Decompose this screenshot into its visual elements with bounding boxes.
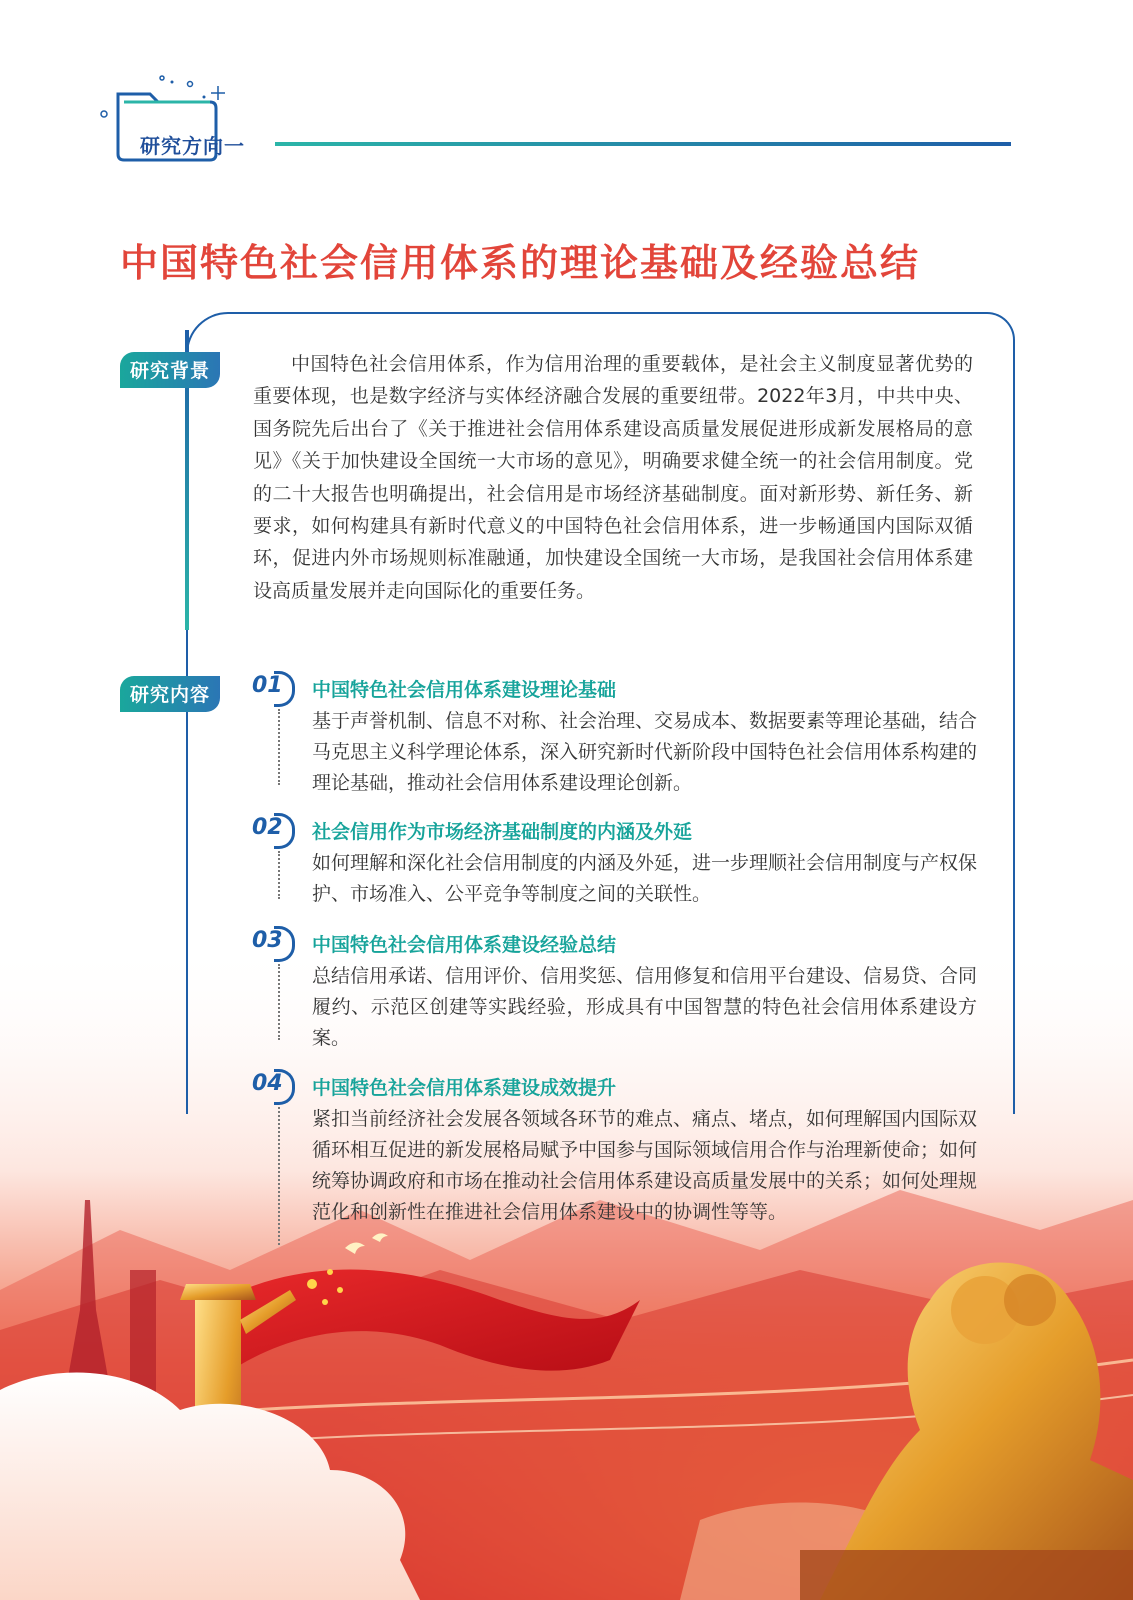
item-title: 中国特色社会信用体系建设理论基础 [312,679,617,701]
item-title: 中国特色社会信用体系建设经验总结 [312,934,617,956]
item-number: 04 [252,1071,283,1096]
dotted-divider [278,709,280,785]
item-text: 基于声誉机制、信息不对称、社会治理、交易成本、数据要素等理论基础，结合马克思主义科学理论体系，深入研究新时代新阶段中国特色社会信用体系构建的理论基础，推动社会信用体系建设理论创新。 [312,710,978,794]
dotted-divider [278,1107,280,1245]
item-number: 03 [252,928,283,953]
dotted-divider [278,964,280,1040]
item-text: 总结信用承诺、信用评价、信用奖惩、信用修复和信用平台建设、信易贷、合同履约、示范区创建等实践经验，形成具有中国智慧的特色社会信用体系建设方案。 [312,965,978,1049]
item-title: 中国特色社会信用体系建设成效提升 [312,1077,617,1099]
page-title: 中国特色社会信用体系的理论基础及经验总结 [120,240,921,285]
star-sparkle-icon [211,86,225,100]
header-divider [275,142,1011,146]
item-number: 02 [252,815,283,840]
dotted-divider [278,851,280,899]
section-label: 研究方向一 [140,134,245,158]
item-title: 社会信用作为市场经济基础制度的内涵及外延 [312,821,693,843]
research-background-tag: 研究背景 [120,352,220,388]
item-number: 01 [252,673,283,698]
item-text: 紧扣当前经济社会发展各领域各环节的难点、痛点、堵点，如何理解国内国际双循环相互促进的新发展格局赋予中国参与国际领域信用合作与治理新使命；如何统筹协调政府和市场在推动社会信用体系建设高质量发展中的关系；如何处理规范化和创新性在推进社会信用体系建设中的协调性等等。 [312,1108,978,1223]
research-content-tag: 研究内容 [120,676,220,712]
research-background-text: 中国特色社会信用体系，作为信用治理的重要载体，是社会主义制度显著优势的重要体现，也是数字经济与实体经济融合发展的重要纽带。2022年3月，中共中央、国务院先后出台了《关于推进社会信用体系建设高质量发展促进形成新发展格局的意见》《关于加快建设全国统一大市场的意见》，明确要求健全统一的社会信用制度。党的二十大报告也明确提出，社会信用是市场经济基础制度。面对新形势、新任务、新要求，如何构建具有新时代意义的中国特色社会信用体系，进一步畅通国内国际双循环，促进内外市场规则标准融通，加快建设全国统一大市场，是我国社会信用体系建设高质量发展并走向国际化的重要任务。 [253,353,973,602]
item-text: 如何理解和深化社会信用制度的内涵及外延，进一步理顺社会信用制度与产权保护、市场准入、公平竞争等制度之间的关联性。 [312,852,978,905]
